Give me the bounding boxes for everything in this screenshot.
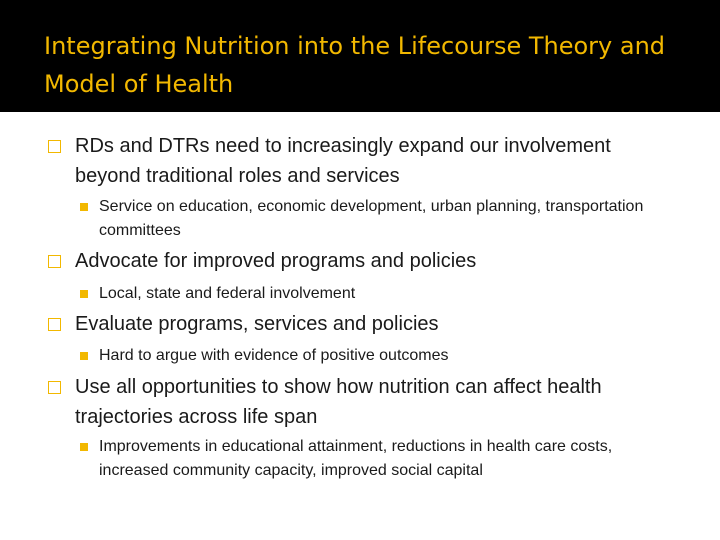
bullet-text: Evaluate programs, services and policies xyxy=(75,313,439,335)
bullet-text: RDs and DTRs need to increasingly expand our involvement beyond traditional roles and services xyxy=(75,135,611,187)
slide-title: Integrating Nutrition into the Lifecourse Theory and Model of Health xyxy=(44,32,666,98)
hollow-square-bullet-icon xyxy=(48,318,61,331)
hollow-square-bullet-icon xyxy=(48,381,61,394)
hollow-square-bullet-icon xyxy=(48,255,61,268)
filled-square-bullet-icon xyxy=(80,290,88,298)
sub-bullet-text: Improvements in educational attainment, reductions in health care costs, increased community capacity, improved social capital xyxy=(99,438,613,479)
filled-square-bullet-icon xyxy=(80,203,88,211)
sub-bullet-text: Service on education, economic development, urban planning, transportation committees xyxy=(99,198,644,239)
filled-square-bullet-icon xyxy=(80,352,88,360)
sub-bullet-text: Local, state and federal involvement xyxy=(99,285,356,302)
filled-square-bullet-icon xyxy=(80,443,88,451)
sub-bullet-text: Hard to argue with evidence of positive outcomes xyxy=(99,347,449,364)
bullet-text: Use all opportunities to show how nutrition can affect health trajectories across life span xyxy=(75,376,602,428)
bullet-text: Advocate for improved programs and policies xyxy=(75,250,477,272)
hollow-square-bullet-icon xyxy=(48,140,61,153)
